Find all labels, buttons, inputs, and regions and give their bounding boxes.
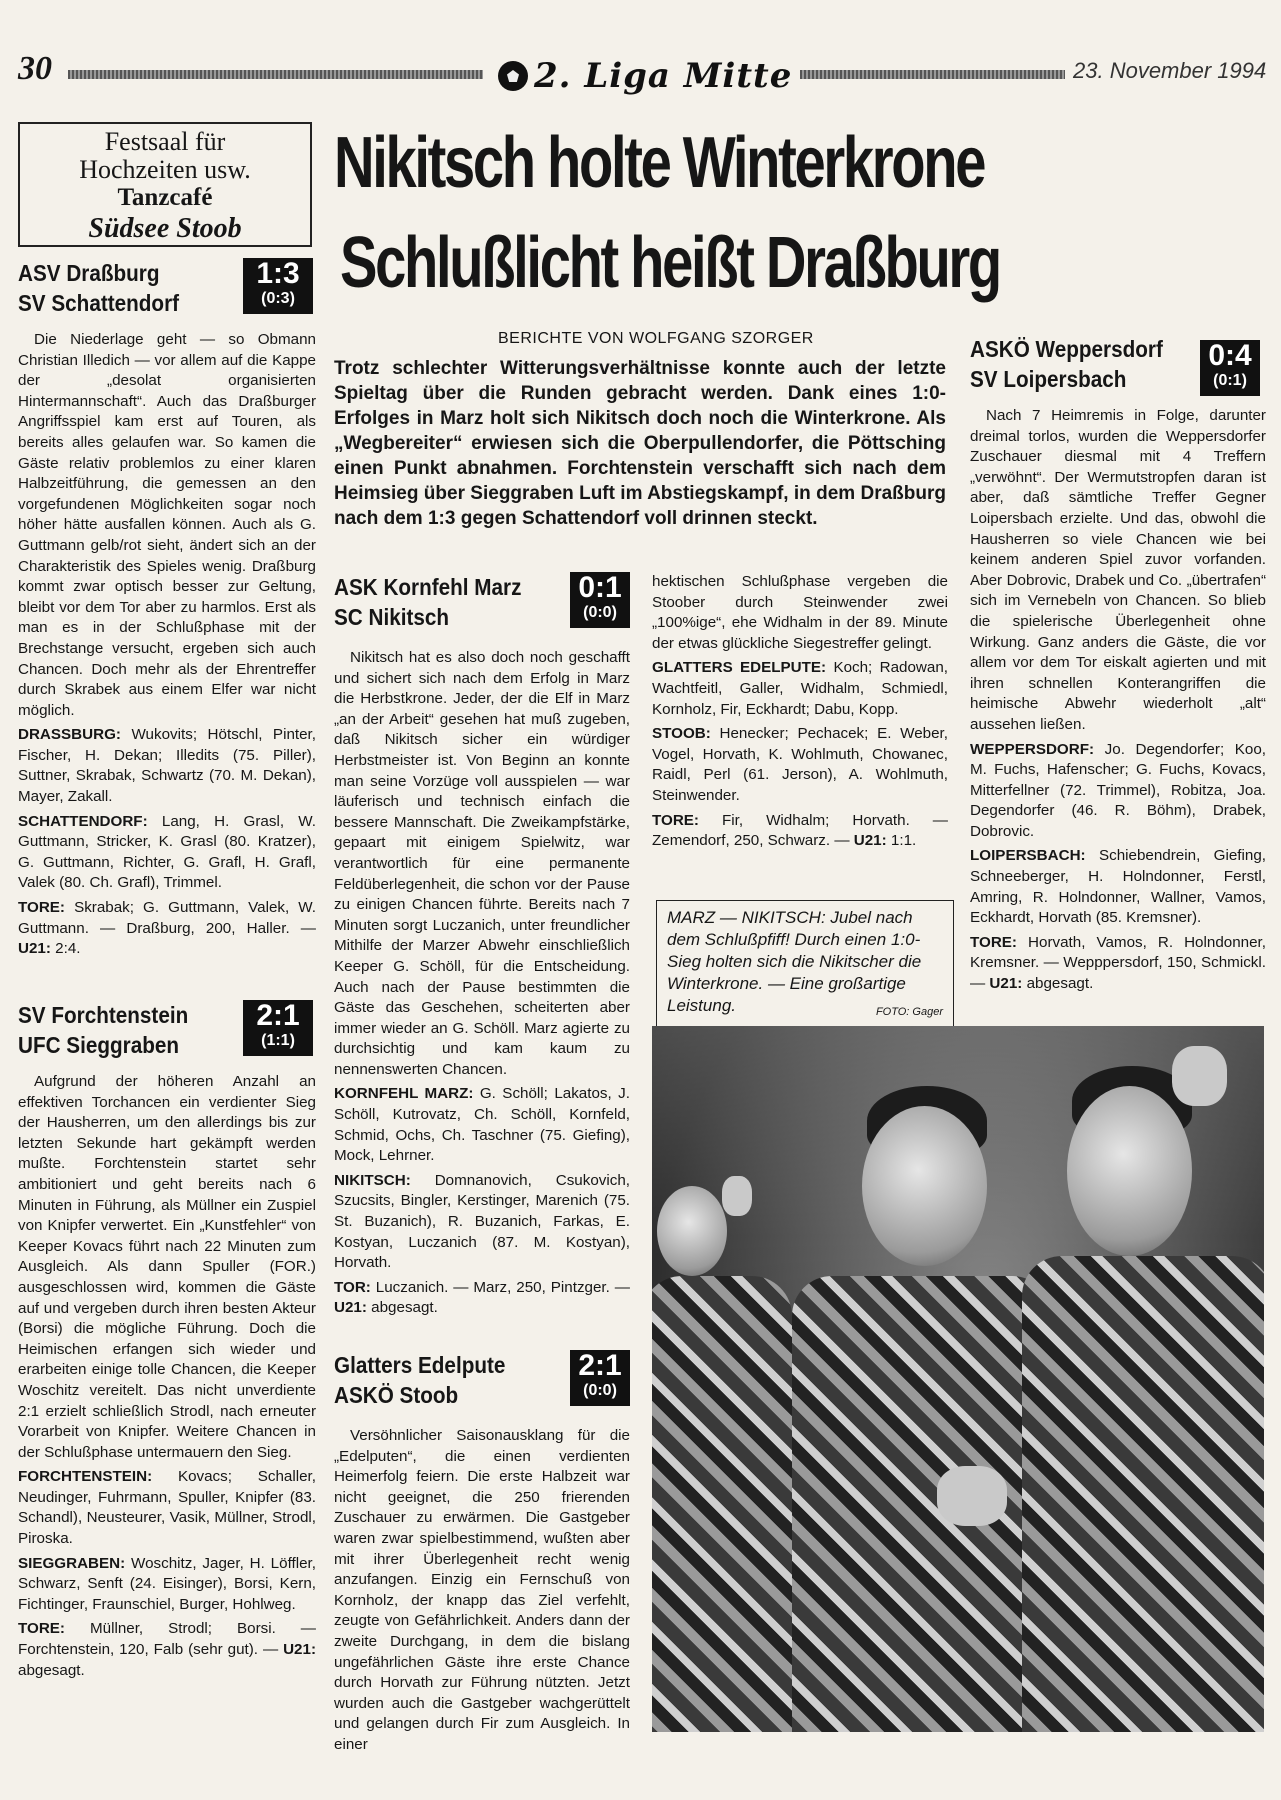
halftime-score: (0:1) <box>1213 372 1247 389</box>
game-forchtenstein-sieggraben <box>18 1000 316 1681</box>
lineup-away-players: Domnanovich, Csukovich, Szucsits, Bingler, Kerstinger, Marenich (75. St. Buzanich), R. Buzanich, Farkas, E. Kostyan, Luczanich (87. M. Kostyan), Horvath. <box>334 1171 630 1272</box>
lineup-away-label: NIKITSCH: <box>334 1171 411 1189</box>
ad-line-3: Tanzcafé <box>117 184 213 211</box>
team-celebration-photo <box>652 1026 1264 1732</box>
header-rule-left <box>68 70 483 79</box>
goals-label: TORE: <box>18 1620 65 1638</box>
report-text-continued: hektischen Schlußphase vergeben die Stoober durch Steinwender zwei „100%ige“, ehe Widhalm in der 89. Minute der etwas glückliche Siegestreffer gelingt. <box>652 573 948 652</box>
lineup-home-players: Jo. Degendorfer; Koo, M. Fuchs, Hafenscher; G. Fuchs, Kovacs, Mitterfellner (72. Trimmel), Robitza, Joa. Degendorfer (46. R. Böhm), Drabek, Dobrovic. <box>970 740 1266 840</box>
lineup-away-players: Lang, H. Grasl, W. Guttmann, Stricker, K. Grasl (80. Kratzer), G. Guttmann, Richter, G. Grafl, H. Grafl, Valek (80. Ch. Grafl), Trimmel. <box>18 812 316 892</box>
halftime-score: (0:0) <box>583 1382 617 1399</box>
halftime-score: (1:1) <box>261 1032 295 1049</box>
away-team: SC Nikitsch <box>334 604 450 630</box>
u21-result: abgesagt. <box>371 1299 438 1317</box>
away-team: UFC Sieggraben <box>18 1032 180 1058</box>
lineup-home <box>334 1084 630 1166</box>
away-team: ASKÖ Stoob <box>334 1382 459 1408</box>
lineup-away-label: SCHATTENDORF: <box>18 812 148 830</box>
report-text: Nach 7 Heimremis in Folge, darunter dreimal torlos, wurden die Weppersdorfer Zuschauer diesmal mit 4 Treffern „verwöhnt“. Der Wermutstropfen daran ist aber, daß sämtliche Treffer Gegner Loipersbach erzielte. Und das, obwohl die Hausherren so viele Chancen wie bei keinem anderen Spiel zuvor vorfanden. Aber Dobrovic, Drabek und Co. „übertrafen“ sich im Vernebeln von Chancen. So blieb die spielerische Überlegenheit ohne Wirkung. Ganz anders die Gäste, die vor allem vor dem Tor eiskalt agierten und mit ihren schnellen Konterangriffen die heimische Abwehr wiederholt „alt“ aussehen ließen. <box>970 407 1266 733</box>
report-text: Nikitsch hat es also doch noch geschafft und sichert sich nach dem Erfolg in Marz die Herbstkrone. Jeder, der die Elf in Marz „an der Arbeit“ gesehen hat muß zugeben, daß Nikitsch sicher ein würdiger Herbstmeister ist. Von Beginn an konnte man seine Vorzüge voll ausspielen — war läuferisch und technisch einfach die bessere Mannschaft. Die Zweikampfstärke, gepaart mit einigem Spielwitz, war verantwortlich für eine permanente Feldüberlegenheit, die schon vor der Pause zu einigen Chancen führte. Bereits nach 7 Minuten sorgt Luczanich, unter freundlicher Mithilfe der Marzer Abwehr einschließlich Keeper G. Schöll, für die Entscheidung. Auch nach der Pause bestimmten die Gäste das Geschehen, scheiterten aber immer wieder an G. Schöll. Marz agierte zu durchsichtig und kam kaum zu nennenswerten Chancen. <box>334 649 630 1078</box>
goals-text: Horvath, Vamos, R. Holndonner, Kremsner. — Wepppersdorf, 150, Schmickl. — <box>970 933 1266 993</box>
report-text: Aufgrund der höheren Anzahl an effektiven Torchancen ein verdienter Sieg der Hausherren, um den allerdings bis zur letzten Sekunde hart gekämpft werden mußte. Forchtenstein startet sehr ambitioniert und geht bereits nach 6 Minuten in Führung, als Müllner ein Zuspiel von Knipfer verwertet. Ein „Kunstfehler“ von Keeper Kovacs führt nach 22 Minuten zum Ausgleich. Als dann Spuller (FOR.) ausgeschlossen wird, kommen die Gäste auf und vergeben durch ihren besten Akteur (Borsi) die mögliche Führung. Doch die Heimischen erfangen sich wieder und erarbeiten einige tolle Chancen, die Keeper Woschitz vereitelt. Das nicht unverdiente 2:1 erzielt schließlich Strodl, nach erneuter Vorarbeit von Knipfer. Weitere Chancen in der Schlußphase untermauern den Sieg. <box>18 1073 316 1461</box>
lineup-home <box>970 740 1266 843</box>
report <box>334 1426 630 1756</box>
u21-result: abgesagt. <box>1026 975 1094 993</box>
game-drassburg-schattendorf <box>18 258 316 960</box>
goals-label: TOR: <box>334 1278 371 1296</box>
lead-paragraph: Trotz schlechter Witterungsverhältnisse konnte auch der letzte Spieltag über die Runden gebracht werden. Dank eines 1:0-Erfolges in Marz holt sich Nikitsch doch noch die Winterkrone. Als „Wegbereiter“ erwiesen sich die Oberpullendorfer, die Pöttsching einen Punkt abnahmen. Forchtenstein verschafft sich nach dem Heimsieg über Sieggraben Luft im Abstiegskampf, in dem Draßburg nach dem 1:3 gegen Schattendorf voll drinnen steckt. <box>334 358 946 529</box>
headline-line-2: Schlußlicht heißt Draßburg <box>340 223 1000 303</box>
final-score: 2:1 <box>578 1349 622 1382</box>
u21-label: U21: <box>283 1641 316 1659</box>
lineup-away <box>18 1554 316 1616</box>
lineup-home <box>18 1467 316 1549</box>
player-center-head <box>862 1106 987 1266</box>
game-edelpute-stoob-continued <box>652 572 948 852</box>
issue-date: 23. November 1994 <box>1073 58 1267 83</box>
photo-caption: MARZ — NIKITSCH: Jubel nach dem Schlußpfiff! Durch einen 1:0-Sieg holten sich die Nikitscher die Winterkrone. — Eine großartige Leistung. <box>667 908 922 1015</box>
photo-caption-box <box>656 900 954 1030</box>
player-right-head <box>1067 1086 1192 1256</box>
player-left-shirt <box>652 1276 792 1732</box>
lineup-home-label: GLATTERS EDELPUTE: <box>652 659 827 677</box>
final-score: 0:4 <box>1208 339 1252 372</box>
lineup-home-label: FORCHTENSTEIN: <box>18 1468 153 1486</box>
lineup-away-label: LOIPERSBACH: <box>970 847 1086 865</box>
lineup-away-players: Woschitz, Jager, H. Löffler, Schwarz, Senft (24. Eisinger), Borsi, Kern, Fichtinger, Fraunschiel, Burger, Hohlweg. <box>18 1554 316 1613</box>
u21-result: 2:4. <box>55 940 81 958</box>
goals <box>334 1278 630 1319</box>
goals-label: TORE: <box>18 899 65 917</box>
goals <box>652 811 948 852</box>
player-center-shirt <box>792 1276 1052 1732</box>
halftime-score: (0:0) <box>583 604 617 621</box>
advertisement <box>18 122 312 247</box>
goals-label: TORE: <box>652 811 699 829</box>
ad-line-1: Festsaal für <box>104 127 226 156</box>
lineup-home-players: Koch; Radowan, Wachtfeitl, Galler, Widhalm, Schmiedl, Kornholz, Fir, Eckhardt; Dabu, Kopp. <box>652 659 948 718</box>
score-box <box>1200 340 1260 396</box>
page-number: 30 <box>18 50 52 87</box>
report-text: Die Niederlage geht — so Obmann Christian Illedich — vor allem auf die Kappe der „desolat organisierten Hintermannschaft“. Auch das Draßburger Angriffsspiel kam erst auf Touren, als bereits alles gelaufen war. So kamen die Gäste relativ problemlos zu einer klaren Halbzeitführung, die gemessen an den vorgefundenen Möglichkeiten sogar noch höher hätte ausfallen können. Auch als G. Guttmann gelb/rot sieht, ändert sich an der Charakteristik des Spieles wenig. Draßburg kommt zwar optisch besser zur Geltung, bleibt vor dem Tor aber zu harmlos. Erst als man es in der Schlußphase mit der Brechstange versucht, ergeben sich auch Chancen. Doch mehr als der Ehrentreffer durch Skrabek aus einem Elfer war nicht möglich. <box>18 331 316 719</box>
player-left-head <box>657 1186 727 1276</box>
goals-text: Müllner, Strodl; Borsi. — Forchtenstein, 120, Falb (sehr gut). — <box>18 1620 316 1659</box>
goals-text: Skrabak; G. Guttmann, Valek, W. Guttmann. — Draßburg, 200, Haller. — <box>18 899 316 937</box>
home-team: Glatters Edelpute <box>334 1352 506 1378</box>
section-label: 2. Liga Mitte <box>534 56 793 96</box>
goals-label: TORE: <box>970 933 1017 951</box>
score-box <box>243 258 313 314</box>
home-team: ASV Draßburg <box>18 260 160 286</box>
game-edelpute-stoob <box>334 1350 630 1756</box>
byline: BERICHTE VON WOLFGANG SZORGER <box>498 330 814 347</box>
final-score: 0:1 <box>578 571 622 604</box>
u21-label: U21: <box>989 975 1023 993</box>
goals-text: Fir, Widhalm; Horvath. — Zemendorf, 250, Schwarz. — <box>652 811 948 850</box>
goals <box>18 898 316 960</box>
ad-line-4: Südsee Stoob <box>88 213 242 244</box>
lineup-away-players: Schiebendrein, Giefing, Schneeberger, H. Holndonner, Ferstl, Amring, R. Holndonner, Wallner, Vamos, Eckhardt, Horvath (85. Kremsner). <box>970 847 1266 927</box>
lineup-home-players: G. Schöll; Lakatos, J. Schöll, Kutrovatz, Ch. Schöll, Kornfeld, Schmid, Ochs, Ch. Taschner (75. Giefing), Mock, Lehrner. <box>334 1085 630 1165</box>
football-icon <box>498 61 528 91</box>
lineup-away <box>18 812 316 894</box>
report-text: Versöhnlicher Saisonausklang für die „Edelputen“, die einen verdienten Heimerfolg feiern. Die erste Halbzeit war nicht geeignet, die 250 frierenden Zuschauer zu erwärmen. Die Gastgeber waren zwar spielbestimmend, wußten aber mit ihrer Überlegenheit recht wenig anzufangen. Einzig ein Fernschuß von Kornholz, der knapp das Ziel verfehlt, zeugte von Gefährlichkeit. Anders dann der zweite Durchgang, in dem die bislang ungefährlichen Gäste ihre erste Chance durch Horvath zur Führung nützten. Jetzt wurden auch die Gastgeber wachgerüttelt und gelangen durch Fir zum Ausgleich. In einer <box>334 1427 630 1753</box>
halftime-score: (0:3) <box>261 290 295 307</box>
lineup-home <box>652 658 948 720</box>
score-box <box>243 1000 313 1056</box>
raised-fist-right <box>1172 1046 1227 1106</box>
lineup-home <box>18 725 316 807</box>
lineup-away <box>334 1171 630 1274</box>
photo-credit: FOTO: Gager <box>875 1006 943 1018</box>
final-score: 2:1 <box>256 999 300 1032</box>
score-box <box>570 572 630 628</box>
report <box>18 330 316 960</box>
home-team: ASKÖ Weppersdorf <box>970 336 1163 362</box>
goals <box>18 1619 316 1681</box>
lineup-away-label: STOOB: <box>652 725 711 743</box>
section-title <box>498 56 792 96</box>
ad-line-2: Hochzeiten usw. <box>79 155 251 184</box>
headline-line-1: Nikitsch holte Winterkrone <box>334 123 985 203</box>
goals-text: Luczanich. — Marz, 250, Pintzger. — <box>375 1278 630 1296</box>
lineup-away <box>652 724 948 806</box>
lineup-away-label: SIEGGRABEN: <box>18 1554 126 1572</box>
report <box>970 406 1266 995</box>
game-marz-nikitsch <box>334 572 630 1319</box>
u21-label: U21: <box>18 940 51 958</box>
score-box <box>570 1350 630 1406</box>
home-team: SV Forchtenstein <box>18 1002 189 1028</box>
final-score: 1:3 <box>256 257 300 290</box>
goals <box>970 933 1266 995</box>
home-team: ASK Kornfehl Marz <box>334 574 522 600</box>
lineup-home-label: DRASSBURG: <box>18 726 121 744</box>
lineup-home-label: KORNFEHL MARZ: <box>334 1085 474 1103</box>
report <box>18 1072 316 1681</box>
u21-result: 1:1. <box>890 832 917 850</box>
clasped-hands <box>937 1466 1007 1526</box>
lineup-away-players: Henecker; Pechacek; E. Weber, Vogel, Horvath, K. Wohlmuth, Chowanec, Raidl, Perl (61. Jerson), A. Wohlmuth, Steinwender. <box>652 725 948 804</box>
raised-fist-left <box>722 1176 752 1216</box>
u21-label: U21: <box>334 1299 367 1317</box>
away-team: SV Schattendorf <box>18 290 180 316</box>
lineup-home-label: WEPPERSDORF: <box>970 740 1095 758</box>
u21-label: U21: <box>853 832 887 850</box>
away-team: SV Loipersbach <box>970 366 1127 392</box>
header-rule-right <box>800 70 1065 79</box>
lineup-home-players: Wukovits; Hötschl, Pinter, Fischer, H. Dekan; Illedits (75. Piller), Suttner, Skrabak, Schwartz (70. M. Dekan), Mayer, Zakall. <box>18 726 316 806</box>
player-right-shirt <box>1022 1256 1264 1732</box>
u21-result: abgesagt. <box>18 1661 85 1679</box>
game-weppersdorf-loipersbach <box>970 334 1266 995</box>
report <box>334 648 630 1319</box>
lineup-away <box>970 846 1266 928</box>
lineup-home-players: Kovacs; Schaller, Neudinger, Fuhrmann, Spuller, Knipfer (83. Schandl), Neusteurer, Vasik, Müllner, Strodl, Piroska. <box>18 1468 316 1548</box>
